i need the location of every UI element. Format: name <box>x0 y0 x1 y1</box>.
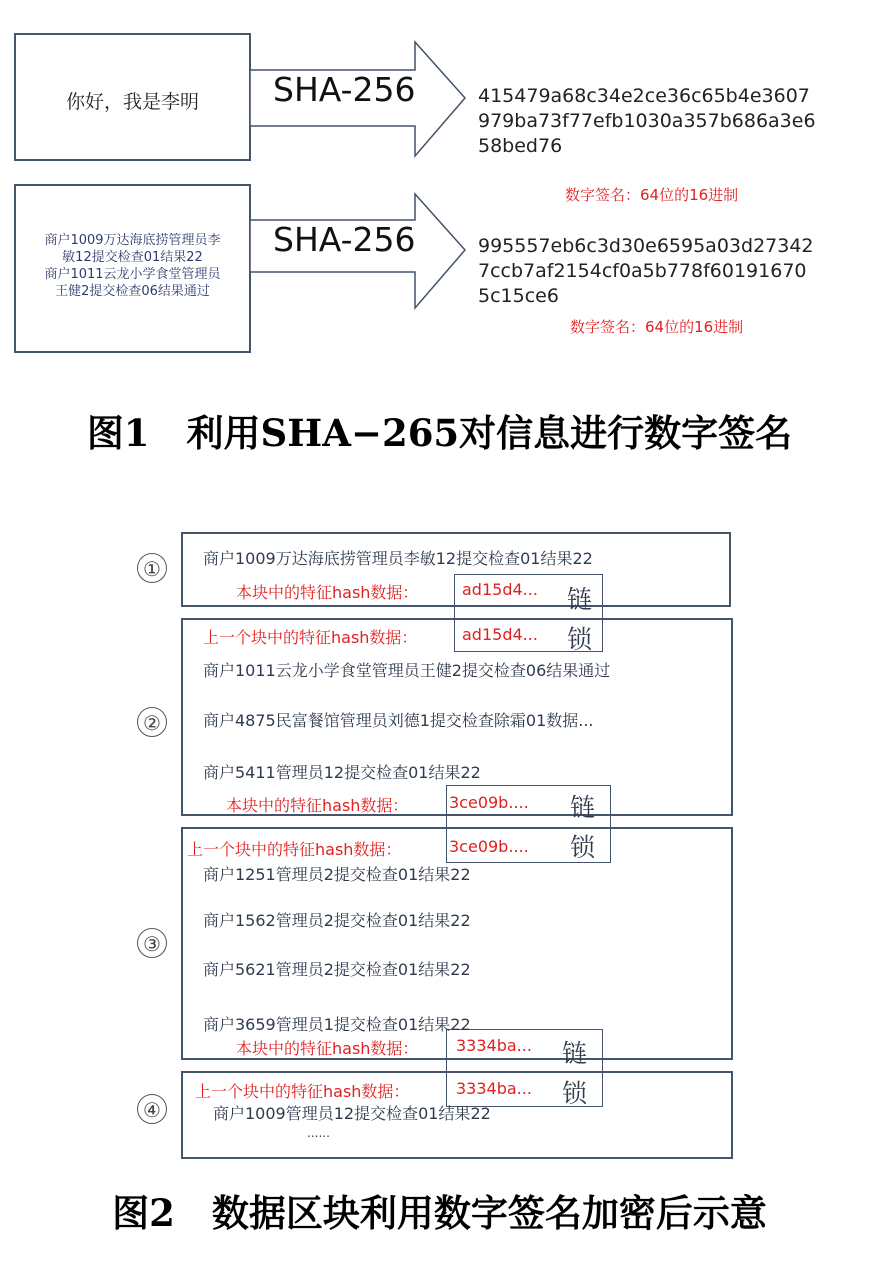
prev-hash-label: 上一个块中的特征hash数据： <box>195 1082 410 1101</box>
this-hash-label: 本块中的特征hash数据： <box>236 1039 419 1058</box>
record: 商户3659管理员1提交检查01结果22 <box>203 1015 471 1034</box>
record: 商户1011云龙小学食堂管理员王健2提交检查06结果通过 <box>203 661 611 680</box>
block-number-4: ④ <box>137 1094 167 1124</box>
record: 商户1009万达海底捞管理员李敏12提交检查01结果22 <box>203 549 593 568</box>
lock-label: 锁 <box>570 833 596 862</box>
block-number-2: ② <box>137 707 167 737</box>
this-hash-label: 本块中的特征hash数据： <box>236 583 419 602</box>
hash-line: 5c15ce6 <box>478 285 559 307</box>
input-box-1 <box>14 33 251 161</box>
this-hash-value: 3ce09b.... <box>449 793 529 812</box>
lock-label: 锁 <box>562 1079 588 1108</box>
record: 商户1251管理员2提交检查01结果22 <box>203 865 471 884</box>
signature-note-2: 数字签名：64位的16进制 <box>570 318 744 336</box>
prev-hash-value: 3334ba... <box>456 1079 532 1098</box>
prev-hash-label: 上一个块中的特征hash数据： <box>187 840 402 859</box>
hash-line: 58bed76 <box>478 135 563 157</box>
hash-output-1 <box>478 84 816 159</box>
chain-label: 链 <box>562 1039 588 1068</box>
this-hash-value: 3334ba... <box>456 1036 532 1055</box>
input-text-2 <box>16 232 249 300</box>
record: 商户1009管理员12提交检查01结果22 <box>213 1104 491 1123</box>
prev-hash-value: ad15d4... <box>462 625 538 644</box>
hash-line: 415479a68c34e2ce36c65b4e3607 <box>478 85 810 107</box>
block-number-1: ① <box>137 553 167 583</box>
input-line: 商户1009万达海底捞管理员李 <box>44 233 221 248</box>
algorithm-label-2: SHA-256 <box>273 220 416 259</box>
input-line: 商户1011云龙小学食堂管理员 <box>44 267 221 282</box>
this-hash-value: ad15d4... <box>462 580 538 599</box>
chain-label: 链 <box>570 793 596 822</box>
record: 商户1562管理员2提交检查01结果22 <box>203 911 471 930</box>
ellipsis: ...... <box>307 1126 330 1140</box>
record: 商户5411管理员12提交检查01结果22 <box>203 763 481 782</box>
algorithm-label-1: SHA-256 <box>273 70 416 109</box>
hash-line: 979ba73f77efb1030a357b686a3e6 <box>478 110 816 132</box>
signature-note-1: 数字签名：64位的16进制 <box>565 186 739 204</box>
hash-line: 7ccb7af2154cf0a5b778f60191670 <box>478 260 807 282</box>
lock-label: 锁 <box>567 625 593 654</box>
block-number-3: ③ <box>137 928 167 958</box>
input-text-1: 你好，我是李明 <box>65 91 199 113</box>
hash-line: 995557eb6c3d30e6595a03d27342 <box>478 235 814 257</box>
this-hash-label: 本块中的特征hash数据： <box>226 796 409 815</box>
input-line: 王健2提交检查06结果通过 <box>55 284 210 299</box>
chain-label: 链 <box>567 585 593 614</box>
input-box-2 <box>14 184 251 353</box>
prev-hash-value: 3ce09b.... <box>449 837 529 856</box>
figure-1-caption: 图1 利用SHA−265对信息进行数字签名 <box>86 411 793 455</box>
figure-2-caption: 图2 数据区块利用数字签名加密后示意 <box>112 1191 767 1235</box>
input-line: 敏12提交检查01结果22 <box>62 250 203 265</box>
prev-hash-label: 上一个块中的特征hash数据： <box>203 628 418 647</box>
record: 商户5621管理员2提交检查01结果22 <box>203 960 471 979</box>
record: 商户4875民富餐馆管理员刘德1提交检查除霜01数据... <box>203 711 594 730</box>
hash-output-2 <box>478 234 814 309</box>
